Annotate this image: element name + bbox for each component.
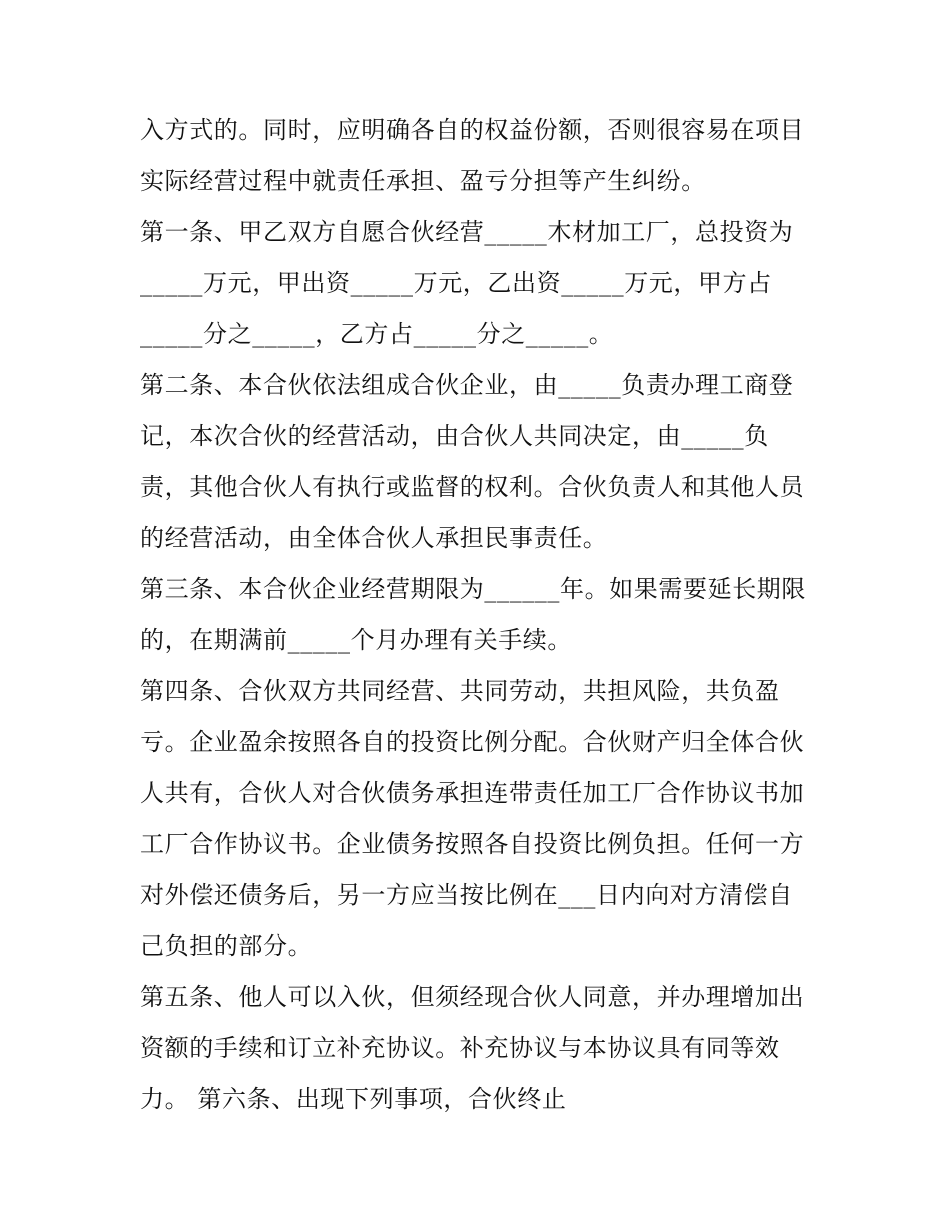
text-line: 工厂合作协议书。企业债务按照各自投资比例负担。任何一方 <box>140 830 805 858</box>
text-line: _____万元，甲出资_____万元，乙出资_____万元，甲方占 <box>140 269 772 297</box>
text-line: 己负担的部分。 <box>140 932 313 960</box>
article-3-line: 第三条、本合伙企业经营期限为______年。如果需要延长期限 <box>140 575 806 603</box>
text-line: 的经营活动，由全体合伙人承担民事责任。 <box>140 524 608 552</box>
text-line: 资额的手续和订立补充协议。补充协议与本协议具有同等效 <box>140 1034 780 1062</box>
article-5-line: 第五条、他人可以入伙，但须经现合伙人同意，并办理增加出 <box>140 983 805 1011</box>
text-line: 入方式的。同时，应明确各自的权益份额，否则很容易在项目 <box>140 116 805 144</box>
article-1-line: 第一条、甲乙双方自愿合伙经营_____木材加工厂，总投资为 <box>140 218 794 246</box>
text-line: 记，本次合伙的经营活动，由合伙人共同决定，由_____负 <box>140 422 769 450</box>
text-line: 力。 第六条、出现下列事项，合伙终止 <box>140 1085 567 1113</box>
text-line: 责，其他合伙人有执行或监督的权利。合伙负责人和其他人员 <box>140 473 805 501</box>
text-line: 实际经营过程中就责任承担、盈亏分担等产生纠纷。 <box>140 167 706 195</box>
article-2-line: 第二条、本合伙依法组成合伙企业，由_____负责办理工商登 <box>140 371 794 399</box>
text-line: 亏。企业盈余按照各自的投资比例分配。合伙财产归全体合伙 <box>140 728 805 756</box>
text-line: 人共有，合伙人对合伙债务承担连带责任加工厂合作协议书加 <box>140 779 805 807</box>
text-line: _____分之_____，乙方占_____分之_____。 <box>140 320 614 348</box>
text-line: 的，在期满前_____个月办理有关手续。 <box>140 626 572 654</box>
article-4-line: 第四条、合伙双方共同经营、共同劳动，共担风险，共负盈 <box>140 677 780 705</box>
text-line: 对外偿还债务后，另一方应当按比例在___日内向对方清偿自 <box>140 881 793 909</box>
